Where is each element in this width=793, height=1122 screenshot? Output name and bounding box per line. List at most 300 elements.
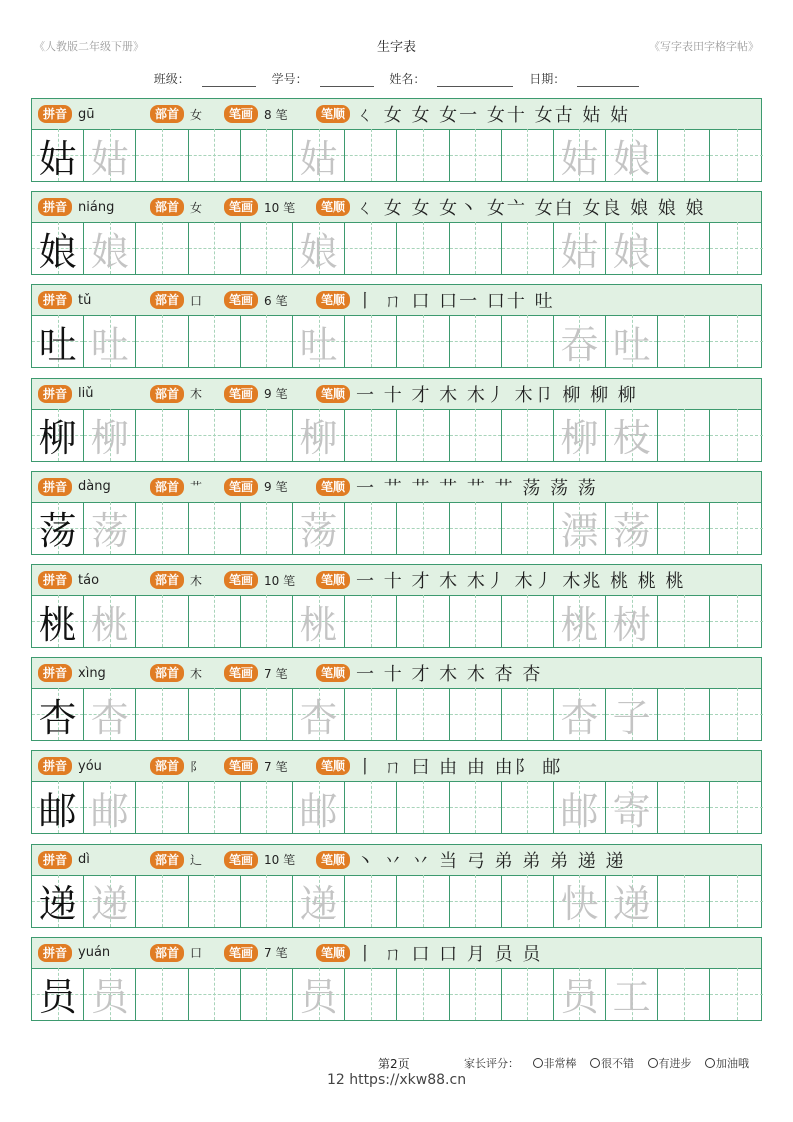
- trace-character: 柳: [299, 416, 338, 461]
- stroke-order-tag: 笔顺: [316, 385, 350, 403]
- practice-cell[interactable]: [710, 595, 762, 647]
- practice-cell[interactable]: [502, 595, 554, 647]
- practice-cell[interactable]: [241, 595, 293, 647]
- radical-tag: 部首: [150, 478, 184, 496]
- evaluation-option[interactable]: 很不错: [590, 1057, 634, 1070]
- practice-cell[interactable]: [502, 222, 554, 274]
- practice-cell[interactable]: [32, 968, 84, 1020]
- radical-value: 木: [190, 573, 203, 588]
- practice-cell[interactable]: [710, 781, 762, 833]
- practice-cell[interactable]: [397, 968, 449, 1020]
- practice-cell[interactable]: [606, 595, 658, 647]
- practice-cell[interactable]: [293, 129, 345, 181]
- tianzige-grid: [31, 409, 762, 462]
- practice-cell[interactable]: [241, 781, 293, 833]
- practice-cell[interactable]: [241, 968, 293, 1020]
- character-row: [31, 98, 762, 184]
- practice-cell[interactable]: [397, 222, 449, 274]
- practice-cell[interactable]: [32, 409, 84, 461]
- practice-cell[interactable]: [84, 595, 136, 647]
- student-info-line: [0, 70, 793, 87]
- practice-cell[interactable]: [710, 315, 762, 367]
- stroke-order-sequence: 丨 ㄇ 口 口 月 员 员: [356, 943, 543, 965]
- practice-cell[interactable]: [450, 595, 502, 647]
- word-trace-character: 子: [612, 695, 651, 740]
- tianzige-grid: [31, 502, 762, 555]
- stroke-count-value: 7 笔: [264, 759, 288, 774]
- practice-cell[interactable]: [84, 222, 136, 274]
- page-title: 生字表: [376, 40, 416, 55]
- pinyin-value: dì: [78, 852, 90, 868]
- practice-cell[interactable]: [84, 688, 136, 740]
- practice-cell[interactable]: [606, 875, 658, 927]
- stroke-count-value: 6 笔: [264, 293, 288, 308]
- practice-cell[interactable]: [450, 502, 502, 554]
- pinyin-tag: 拼音: [38, 757, 72, 775]
- practice-cell[interactable]: [32, 315, 84, 367]
- practice-cell[interactable]: [658, 875, 710, 927]
- word-trace-character: 工: [612, 975, 651, 1020]
- practice-cell[interactable]: [502, 315, 554, 367]
- stroke-count-tag: 笔画: [224, 851, 258, 869]
- trace-character: 员: [90, 975, 129, 1020]
- word-trace-character: 快: [560, 882, 599, 927]
- practice-cell[interactable]: [293, 502, 345, 554]
- practice-cell[interactable]: [345, 595, 397, 647]
- radical-tag: 部首: [150, 757, 184, 775]
- watermark-url: 12 https://xkw88.cn: [326, 1072, 467, 1088]
- model-character: 吐: [38, 322, 77, 367]
- practice-cell[interactable]: [658, 222, 710, 274]
- stroke-order-tag: 笔顺: [316, 944, 350, 962]
- practice-cell[interactable]: [84, 315, 136, 367]
- radical-tag: 部首: [150, 664, 184, 682]
- stroke-count-tag: 笔画: [224, 664, 258, 682]
- practice-cell[interactable]: [397, 129, 449, 181]
- model-character: 桃: [38, 602, 77, 647]
- word-trace-character: 杏: [560, 695, 599, 740]
- class-label: 班级：: [153, 72, 190, 86]
- stroke-count-value: 8 笔: [264, 107, 288, 122]
- radical-value: 辶: [190, 853, 203, 868]
- practice-cell[interactable]: [84, 409, 136, 461]
- practice-cell[interactable]: [658, 502, 710, 554]
- practice-cell[interactable]: [189, 129, 241, 181]
- practice-cell[interactable]: [554, 409, 606, 461]
- stroke-count-tag: 笔画: [224, 944, 258, 962]
- stroke-count-value: 7 笔: [264, 946, 288, 961]
- row-header: [31, 937, 762, 969]
- practice-cell[interactable]: [606, 502, 658, 554]
- evaluation-option[interactable]: 加油哦: [705, 1057, 749, 1070]
- practice-cell[interactable]: [345, 502, 397, 554]
- row-header: [31, 191, 762, 223]
- practice-cell[interactable]: [450, 222, 502, 274]
- pinyin-value: tǔ: [78, 292, 92, 308]
- practice-cell[interactable]: [502, 875, 554, 927]
- practice-cell[interactable]: [658, 968, 710, 1020]
- practice-cell[interactable]: [397, 688, 449, 740]
- practice-cell[interactable]: [136, 595, 188, 647]
- practice-cell[interactable]: [189, 875, 241, 927]
- evaluation-label: 家长评分：: [464, 1057, 519, 1070]
- pinyin-value: yuán: [78, 945, 111, 961]
- stroke-order-sequence: 丶 丷 丷 当 弓 弟 弟 弟 递 递: [356, 850, 626, 872]
- practice-cell[interactable]: [189, 968, 241, 1020]
- practice-cell[interactable]: [136, 315, 188, 367]
- radical-value: 口: [190, 293, 203, 308]
- practice-cell[interactable]: [710, 409, 762, 461]
- practice-cell[interactable]: [293, 595, 345, 647]
- practice-cell[interactable]: [32, 222, 84, 274]
- model-character: 姑: [38, 136, 77, 181]
- practice-cell[interactable]: [397, 315, 449, 367]
- word-trace-character: 邮: [560, 788, 599, 833]
- practice-cell[interactable]: [293, 315, 345, 367]
- model-character: 荡: [38, 509, 77, 554]
- pinyin-tag: 拼音: [38, 385, 72, 403]
- practice-cell[interactable]: [84, 875, 136, 927]
- stroke-count-value: 9 笔: [264, 480, 288, 495]
- practice-cell[interactable]: [293, 875, 345, 927]
- trace-character: 姑: [299, 136, 338, 181]
- radical-tag: 部首: [150, 105, 184, 123]
- row-header: [31, 564, 762, 596]
- radical-tag: 部首: [150, 851, 184, 869]
- tianzige-grid: [31, 968, 762, 1021]
- character-row: [31, 937, 762, 1023]
- practice-cell[interactable]: [450, 875, 502, 927]
- pinyin-value: dàng: [78, 479, 111, 495]
- trace-character: 员: [299, 975, 338, 1020]
- practice-cell[interactable]: [136, 409, 188, 461]
- practice-cell[interactable]: [554, 315, 606, 367]
- trace-character: 柳: [90, 416, 129, 461]
- practice-cell[interactable]: [136, 688, 188, 740]
- practice-cell[interactable]: [502, 781, 554, 833]
- row-header: [31, 98, 762, 130]
- word-trace-character: 柳: [560, 416, 599, 461]
- practice-cell[interactable]: [397, 409, 449, 461]
- practice-cell[interactable]: [84, 781, 136, 833]
- model-character: 柳: [38, 416, 77, 461]
- stroke-order-tag: 笔顺: [316, 478, 350, 496]
- practice-cell[interactable]: [710, 875, 762, 927]
- tianzige-grid: [31, 222, 762, 275]
- practice-cell[interactable]: [189, 409, 241, 461]
- trace-character: 杏: [90, 695, 129, 740]
- stroke-order-sequence: 丨 ㄇ 口 口一 口十 吐: [356, 291, 555, 313]
- tianzige-grid: [31, 595, 762, 648]
- practice-cell[interactable]: [189, 781, 241, 833]
- model-character: 递: [38, 882, 77, 927]
- word-trace-character: 姑: [560, 136, 599, 181]
- stroke-count-tag: 笔画: [224, 105, 258, 123]
- radical-tag: 部首: [150, 198, 184, 216]
- radical-value: 阝: [190, 759, 203, 774]
- row-header: [31, 284, 762, 316]
- practice-cell[interactable]: [32, 875, 84, 927]
- practice-cell[interactable]: [606, 409, 658, 461]
- practice-cell[interactable]: [84, 502, 136, 554]
- character-row: [31, 844, 762, 930]
- stroke-order-tag: 笔顺: [316, 291, 350, 309]
- practice-cell[interactable]: [84, 129, 136, 181]
- model-character: 杏: [38, 695, 77, 740]
- practice-cell[interactable]: [658, 595, 710, 647]
- word-trace-character: 姑: [560, 229, 599, 274]
- pinyin-value: niáng: [78, 199, 115, 215]
- practice-cell[interactable]: [397, 502, 449, 554]
- row-header: [31, 750, 762, 782]
- practice-cell[interactable]: [710, 129, 762, 181]
- trace-character: 吐: [90, 322, 129, 367]
- practice-cell[interactable]: [189, 595, 241, 647]
- practice-cell[interactable]: [136, 875, 188, 927]
- practice-cell[interactable]: [293, 409, 345, 461]
- practice-cell[interactable]: [502, 409, 554, 461]
- practice-cell[interactable]: [397, 781, 449, 833]
- name-label: 姓名：: [389, 72, 426, 86]
- evaluation-option[interactable]: 有进步: [648, 1057, 692, 1070]
- trace-character: 娘: [299, 229, 338, 274]
- word-trace-character: 寄: [612, 788, 651, 833]
- stroke-count-value: 10 笔: [264, 853, 296, 868]
- pinyin-tag: 拼音: [38, 664, 72, 682]
- practice-cell[interactable]: [658, 315, 710, 367]
- practice-cell[interactable]: [450, 315, 502, 367]
- practice-cell[interactable]: [554, 875, 606, 927]
- word-trace-character: 吐: [612, 322, 651, 367]
- practice-cell[interactable]: [136, 502, 188, 554]
- radical-tag: 部首: [150, 385, 184, 403]
- character-row: [31, 471, 762, 557]
- practice-cell[interactable]: [450, 781, 502, 833]
- practice-cell[interactable]: [554, 595, 606, 647]
- header-book-title: 《人教版二年级下册》: [34, 40, 144, 53]
- practice-cell[interactable]: [554, 688, 606, 740]
- practice-cell[interactable]: [345, 129, 397, 181]
- row-header: [31, 657, 762, 689]
- stroke-count-tag: 笔画: [224, 571, 258, 589]
- practice-cell[interactable]: [32, 688, 84, 740]
- practice-cell[interactable]: [606, 315, 658, 367]
- practice-cell[interactable]: [658, 688, 710, 740]
- practice-cell[interactable]: [345, 688, 397, 740]
- evaluation-option[interactable]: 非常棒: [533, 1057, 577, 1070]
- practice-cell[interactable]: [658, 129, 710, 181]
- word-trace-character: 荡: [612, 509, 651, 554]
- practice-cell[interactable]: [241, 409, 293, 461]
- model-character: 邮: [38, 788, 77, 833]
- practice-cell[interactable]: [606, 781, 658, 833]
- trace-character: 邮: [90, 788, 129, 833]
- trace-character: 桃: [299, 602, 338, 647]
- radical-tag: 部首: [150, 291, 184, 309]
- trace-character: 荡: [299, 509, 338, 554]
- practice-cell[interactable]: [345, 315, 397, 367]
- radical-value: 艹: [190, 480, 203, 495]
- tianzige-grid: [31, 129, 762, 182]
- practice-cell[interactable]: [345, 875, 397, 927]
- radical-value: 木: [190, 666, 203, 681]
- pinyin-tag: 拼音: [38, 105, 72, 123]
- practice-cell[interactable]: [136, 968, 188, 1020]
- trace-character: 递: [90, 882, 129, 927]
- practice-cell[interactable]: [502, 502, 554, 554]
- word-trace-character: 树: [612, 602, 651, 647]
- practice-cell[interactable]: [241, 875, 293, 927]
- stroke-order-tag: 笔顺: [316, 105, 350, 123]
- radio-circle-icon: [590, 1058, 600, 1068]
- practice-cell[interactable]: [450, 968, 502, 1020]
- trace-character: 桃: [90, 602, 129, 647]
- trace-character: 吐: [299, 322, 338, 367]
- practice-cell[interactable]: [397, 595, 449, 647]
- stroke-order-sequence: ㄑ 女 女 女丶 女亠 女白 女良 娘 娘 娘: [356, 198, 706, 220]
- practice-cell[interactable]: [606, 688, 658, 740]
- pinyin-value: liǔ: [78, 386, 94, 402]
- radio-circle-icon: [705, 1058, 715, 1068]
- practice-cell[interactable]: [189, 502, 241, 554]
- pinyin-tag: 拼音: [38, 571, 72, 589]
- practice-cell[interactable]: [606, 968, 658, 1020]
- practice-cell[interactable]: [502, 688, 554, 740]
- name-field[interactable]: [437, 74, 513, 87]
- practice-cell[interactable]: [293, 688, 345, 740]
- practice-cell[interactable]: [136, 222, 188, 274]
- pinyin-value: xìng: [78, 665, 106, 681]
- stroke-order-sequence: 丨 ㄇ 曰 由 由 由阝 邮: [356, 757, 563, 779]
- stroke-order-tag: 笔顺: [316, 757, 350, 775]
- practice-cell[interactable]: [606, 129, 658, 181]
- practice-cell[interactable]: [450, 688, 502, 740]
- character-row: [31, 657, 762, 743]
- stroke-order-sequence: ㄑ 女 女 女一 女十 女古 姑 姑: [356, 105, 631, 126]
- student-number-label: 学号：: [271, 72, 308, 86]
- practice-cell[interactable]: [397, 875, 449, 927]
- practice-cell[interactable]: [241, 129, 293, 181]
- practice-cell[interactable]: [189, 315, 241, 367]
- practice-cell[interactable]: [450, 409, 502, 461]
- stroke-count-value: 10 笔: [264, 573, 296, 588]
- practice-cell[interactable]: [136, 781, 188, 833]
- practice-cell[interactable]: [241, 315, 293, 367]
- practice-cell[interactable]: [32, 595, 84, 647]
- stroke-order-tag: 笔顺: [316, 851, 350, 869]
- practice-cell[interactable]: [189, 222, 241, 274]
- stroke-count-tag: 笔画: [224, 385, 258, 403]
- stroke-count-value: 9 笔: [264, 387, 288, 402]
- practice-cell[interactable]: [32, 502, 84, 554]
- word-trace-character: 娘: [612, 229, 651, 274]
- student-number-field[interactable]: [320, 74, 374, 87]
- trace-character: 荡: [90, 509, 129, 554]
- date-field[interactable]: [577, 74, 639, 87]
- row-header: [31, 471, 762, 503]
- character-row: [31, 191, 762, 277]
- parent-evaluation: [464, 1055, 749, 1071]
- tianzige-grid: [31, 688, 762, 741]
- practice-cell[interactable]: [710, 222, 762, 274]
- practice-cell[interactable]: [345, 409, 397, 461]
- practice-cell[interactable]: [554, 968, 606, 1020]
- trace-character: 姑: [90, 136, 129, 181]
- practice-cell[interactable]: [345, 968, 397, 1020]
- practice-cell[interactable]: [554, 781, 606, 833]
- practice-cell[interactable]: [345, 781, 397, 833]
- practice-cell[interactable]: [554, 502, 606, 554]
- tianzige-grid: [31, 781, 762, 834]
- radical-tag: 部首: [150, 944, 184, 962]
- page-number: 第2页: [378, 1057, 410, 1071]
- practice-cell[interactable]: [554, 129, 606, 181]
- practice-cell[interactable]: [189, 688, 241, 740]
- practice-cell[interactable]: [241, 502, 293, 554]
- practice-cell[interactable]: [554, 222, 606, 274]
- stroke-count-value: 10 笔: [264, 200, 296, 215]
- practice-cell[interactable]: [502, 968, 554, 1020]
- pinyin-tag: 拼音: [38, 944, 72, 962]
- practice-cell[interactable]: [32, 129, 84, 181]
- word-trace-character: 娘: [612, 136, 651, 181]
- character-row: [31, 564, 762, 650]
- practice-cell[interactable]: [710, 968, 762, 1020]
- radical-value: 女: [190, 200, 203, 215]
- stroke-order-sequence: 一 十 才 木 木丿 木卩 柳 柳 柳: [356, 384, 638, 406]
- class-field[interactable]: [202, 74, 256, 87]
- radical-value: 木: [190, 387, 203, 402]
- row-header: [31, 378, 762, 410]
- stroke-order-tag: 笔顺: [316, 198, 350, 216]
- model-character: 员: [38, 975, 77, 1020]
- character-row: [31, 750, 762, 836]
- pinyin-value: táo: [78, 572, 100, 588]
- practice-cell[interactable]: [293, 222, 345, 274]
- practice-cell[interactable]: [241, 222, 293, 274]
- practice-cell[interactable]: [345, 222, 397, 274]
- character-row: [31, 378, 762, 464]
- practice-cell[interactable]: [710, 502, 762, 554]
- stroke-order-sequence: 一 十 才 木 木 杏 杏: [356, 664, 543, 686]
- character-row: [31, 284, 762, 370]
- pinyin-tag: 拼音: [38, 291, 72, 309]
- practice-cell[interactable]: [606, 222, 658, 274]
- practice-cell[interactable]: [293, 781, 345, 833]
- practice-cell[interactable]: [84, 968, 136, 1020]
- radio-circle-icon: [533, 1058, 543, 1068]
- model-character: 娘: [38, 229, 77, 274]
- practice-cell[interactable]: [293, 968, 345, 1020]
- pinyin-tag: 拼音: [38, 198, 72, 216]
- practice-cell[interactable]: [32, 781, 84, 833]
- radical-tag: 部首: [150, 571, 184, 589]
- practice-cell[interactable]: [710, 688, 762, 740]
- row-header: [31, 844, 762, 876]
- pinyin-value: yóu: [78, 758, 102, 774]
- word-trace-character: 漂: [560, 509, 599, 554]
- practice-cell[interactable]: [502, 129, 554, 181]
- practice-cell[interactable]: [658, 781, 710, 833]
- header-series-title: 《写字表田字格字帖》: [649, 40, 759, 53]
- pinyin-tag: 拼音: [38, 851, 72, 869]
- trace-character: 邮: [299, 788, 338, 833]
- practice-cell[interactable]: [658, 409, 710, 461]
- practice-cell[interactable]: [136, 129, 188, 181]
- practice-cell[interactable]: [450, 129, 502, 181]
- stroke-count-tag: 笔画: [224, 291, 258, 309]
- practice-cell[interactable]: [241, 688, 293, 740]
